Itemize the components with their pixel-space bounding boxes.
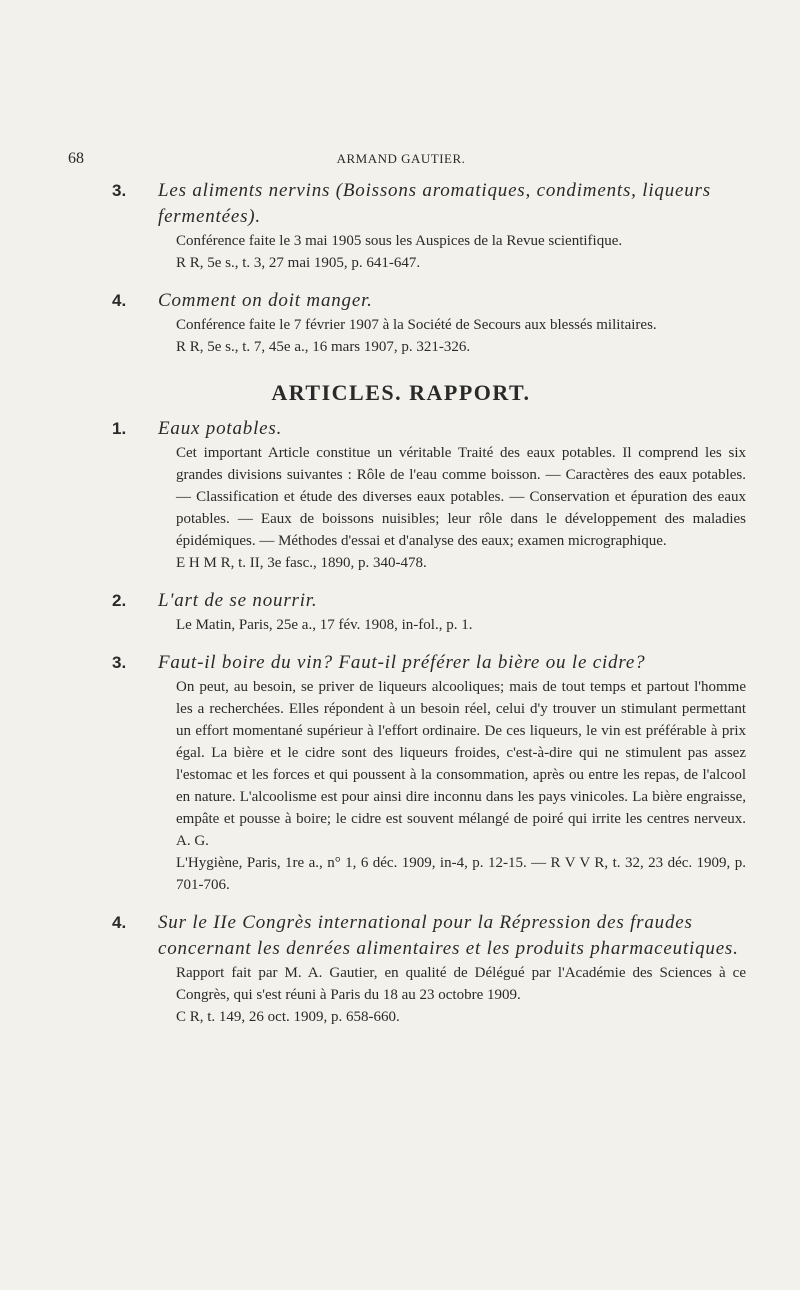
bibliography-entry [56,650,746,896]
entry-body [176,230,746,274]
page-number: 68 [68,150,84,167]
entry-title: Faut-il boire du vin? Faut-il préférer la bière ou le cidre? [158,652,646,673]
entry-body [176,442,746,574]
entry-citation: R R, 5e s., t. 7, 45e a., 16 mars 1907, p. 321-326. [176,339,471,355]
entry-body [176,614,746,636]
entry-number: 4. [112,291,127,310]
entry-description: On peut, au besoin, se priver de liqueurs alcooliques; mais de tout temps et partout l'homme les a recherchées. Elles répondent à un besoin réel, celui d'y trouver un stimulant permettant un effort momentané supérieur à l'effort ordinaire. De ces liqueurs, le vin est préférable à prix égal. La bière et le cidre sont des liqueurs froides, c'est-à-dire qui ne stimulent pas assez l'estomac et les forces et qui poussent à la consommation, après ou entre les repas, de l'alcool en nature. L'alcoolisme est pour ainsi dire inconnu dans les pays vinicoles. La bière engraisse, empâte et pousse à boire; le cidre est souvent mélangé de poiré qui irrite les centres nerveux. A. G. [176,679,746,849]
entry-body [176,314,746,358]
entry-title: Les aliments nervins (Boissons aromatiques, condiments, liqueurs fermentées). [158,180,711,227]
entry-description: Conférence faite le 7 février 1907 à la Société de Secours aux blessés militaires. [176,317,657,333]
entry-title: Comment on doit manger. [158,290,373,311]
entry-citation: L'Hygiène, Paris, 1re a., n° 1, 6 déc. 1909, in-4, p. 12-15. — R V V R, t. 32, 23 déc. 1909, p. 701-706. [176,855,746,893]
entry-number: 1. [112,419,127,438]
entry-description: Conférence faite le 3 mai 1905 sous les Auspices de la Revue scientifique. [176,233,623,249]
entry-number: 3. [112,181,127,200]
entry-body [176,676,746,896]
bibliography-entry [56,910,746,1028]
entry-citation: E H M R, t. II, 3e fasc., 1890, p. 340-478. [176,555,427,571]
entry-number: 3. [112,653,127,672]
entry-description: Rapport fait par M. A. Gautier, en qualité de Délégué par l'Académie des Sciences à ce Congrès, qui s'est réuni à Paris du 18 au 23 octobre 1909. [176,965,746,1003]
entry-citation: Le Matin, Paris, 25e a., 17 fév. 1908, in-fol., p. 1. [176,617,473,633]
entry-title: Eaux potables. [158,418,283,439]
running-head [56,150,746,170]
entry-body [176,962,746,1028]
bibliography-entry [56,416,746,574]
page-content [56,178,746,1028]
bibliography-entry [56,178,746,274]
running-title: ARMAND GAUTIER. [336,151,466,166]
entry-title: L'art de se nourrir. [158,590,318,611]
bibliography-entry [56,288,746,358]
bibliography-entry [56,588,746,636]
entry-citation: R R, 5e s., t. 3, 27 mai 1905, p. 641-647. [176,255,421,271]
entry-number: 2. [112,591,127,610]
section-heading: ARTICLES. RAPPORT. [271,380,531,405]
entry-description: Cet important Article constitue un véritable Traité des eaux potables. Il comprend les six grandes divisions suivantes : Rôle de l'eau comme boisson. — Caractères des eaux potables. — Classification et étude des diverses eaux potables. — Conservation et épuration des eaux potables. — Eaux de boissons nuisibles; leur rôle dans le développement des maladies épidémiques. — Méthodes d'essai et d'analyse des eaux; examen micrographique. [176,445,746,549]
entry-citation: C R, t. 149, 26 oct. 1909, p. 658-660. [176,1009,400,1025]
entry-title: Sur le IIe Congrès international pour la Répression des fraudes concernant les denrées alimentaires et les produits pharmaceutiques. [158,912,739,959]
entry-number: 4. [112,913,127,932]
